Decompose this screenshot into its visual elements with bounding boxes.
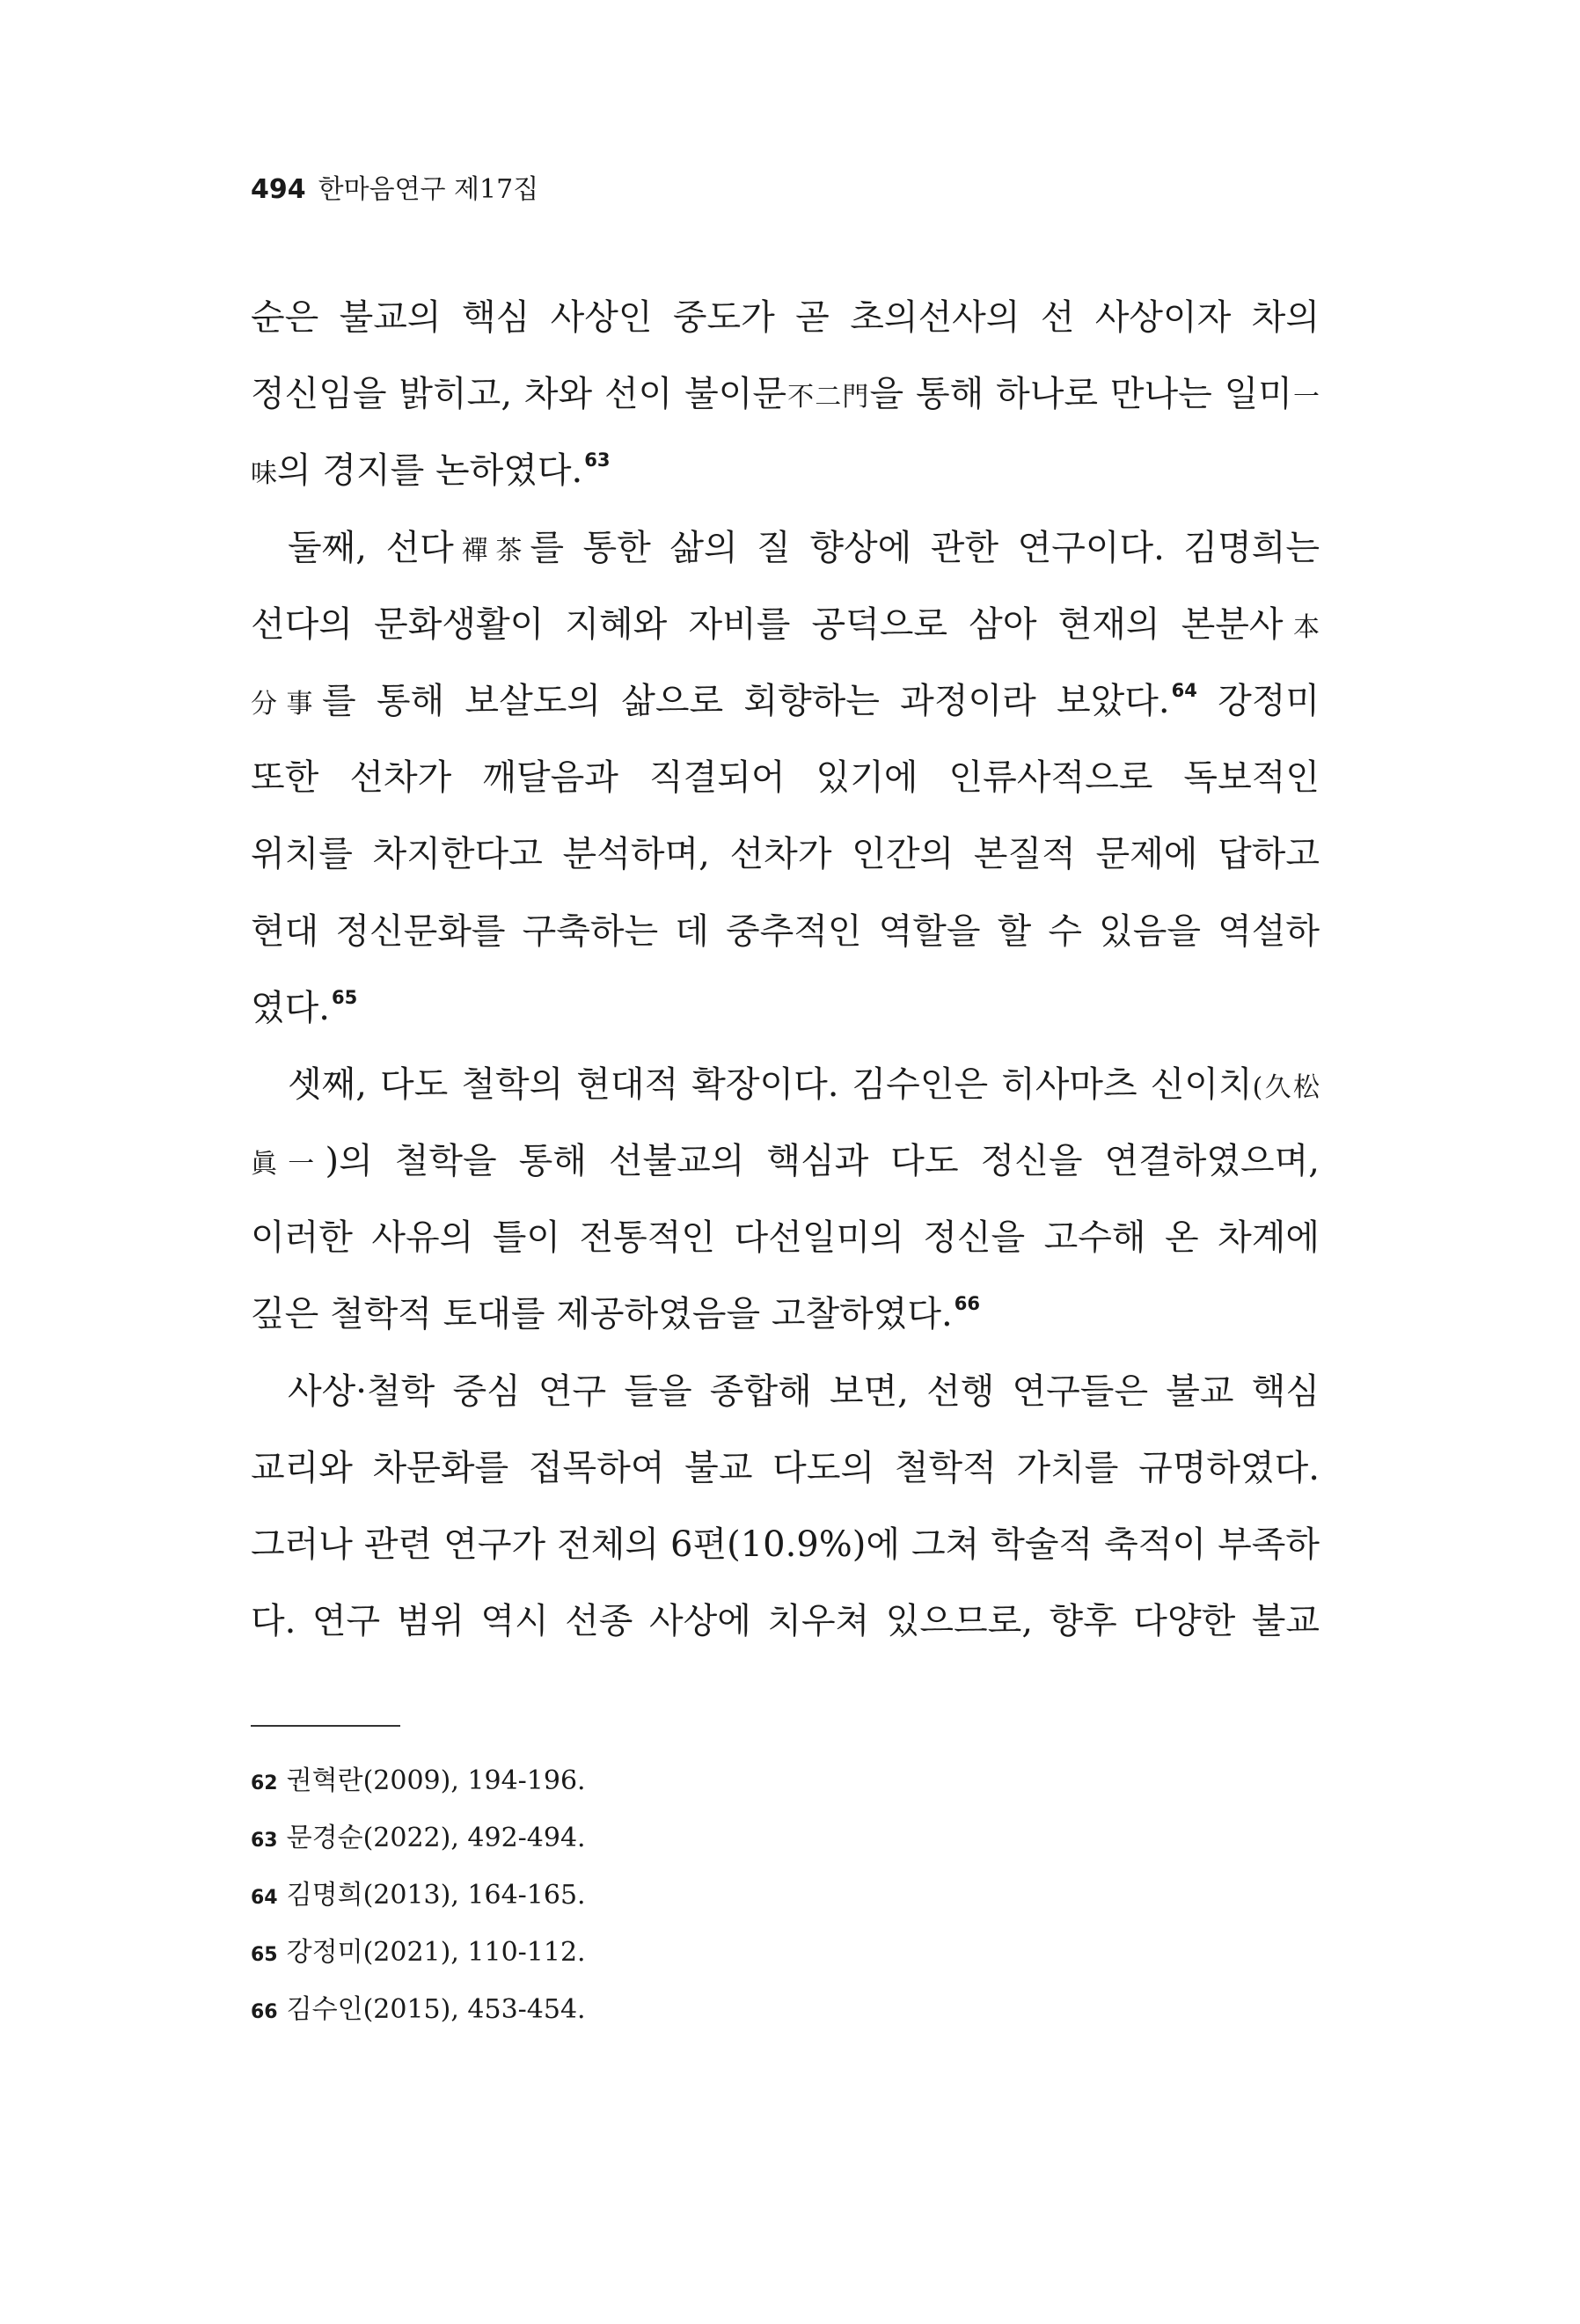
footnote-number: 64 — [251, 1887, 278, 1909]
text-line — [251, 1596, 1320, 1672]
footnote — [251, 1764, 586, 1821]
text-line — [251, 829, 1320, 905]
text-line — [251, 523, 1320, 599]
text-line — [251, 906, 1320, 983]
footnote-number: 66 — [251, 2001, 278, 2023]
text-line — [251, 292, 1320, 369]
text-run: 깊은 철학적 토대를 제공하였음을 고찰하였다. — [251, 1294, 953, 1335]
text-run: 그러나 관련 연구가 전체의 6편(10.9%)에 그쳐 학술적 축적이 부족하 — [251, 1524, 1320, 1565]
text-line — [251, 752, 1320, 829]
hanja-gloss: (久松 — [1252, 1071, 1320, 1103]
hanja-gloss: 一 — [1291, 382, 1320, 413]
footnote-text: 강정미(2021), 110-112. — [286, 1937, 586, 1968]
text-run: 이러한 사유의 틀이 전통적인 다선일미의 정신을 고수해 온 차계에 — [251, 1217, 1320, 1259]
text-run: )의 철학을 통해 선불교의 핵심과 다도 정신을 연결하였으며, — [325, 1141, 1320, 1182]
text-line — [251, 445, 1320, 522]
body-text — [251, 292, 1320, 1672]
text-line — [251, 676, 1320, 752]
page-number: 494 — [251, 174, 306, 205]
text-run: 순은 불교의 핵심 사상인 중도가 곧 초의선사의 선 사상이자 차의 — [251, 297, 1320, 338]
text-run: 강정미 — [1196, 680, 1320, 721]
text-run: 위치를 차지한다고 분석하며, 선차가 인간의 본질적 문제에 답하고 — [251, 834, 1320, 875]
footnote-text: 김수인(2015), 453-454. — [286, 1994, 586, 2025]
hanja-gloss: 禪茶 — [453, 535, 530, 566]
text-run: 을 통해 하나로 만나는 일미 — [869, 374, 1292, 415]
hanja-gloss: 本 — [1283, 611, 1320, 643]
footnote-number: 62 — [251, 1772, 278, 1794]
text-run: 의 경지를 논하였다. — [277, 450, 583, 492]
footnotes — [251, 1764, 586, 2050]
text-run: 또한 선차가 깨달음과 직결되어 있기에 인류사적으로 독보적인 — [251, 757, 1320, 799]
text-line — [251, 1289, 1320, 1365]
footnote-text: 김명희(2013), 164-165. — [286, 1880, 586, 1911]
hanja-gloss: 眞一 — [251, 1149, 326, 1180]
footnote — [251, 1992, 586, 2050]
running-header — [251, 172, 538, 208]
footnote — [251, 1935, 586, 1992]
hanja-gloss: 分事 — [251, 688, 323, 720]
text-line — [251, 983, 1320, 1059]
footnote — [251, 1878, 586, 1935]
text-run: 선다의 문화생활이 지혜와 자비를 공덕으로 삼아 현재의 본분사 — [251, 603, 1284, 645]
text-line — [251, 369, 1320, 445]
footnote-marker: 63 — [584, 449, 611, 471]
text-line — [251, 1059, 1320, 1136]
hanja-gloss: 味 — [251, 458, 277, 490]
text-line — [251, 1443, 1320, 1519]
footnote-marker: 66 — [954, 1293, 980, 1315]
hanja-gloss: 不二門 — [786, 382, 870, 413]
text-run: 둘째, 선다 — [288, 527, 454, 568]
footnote — [251, 1821, 586, 1878]
footnote-marker: 64 — [1171, 679, 1197, 701]
footnote-marker: 65 — [332, 986, 358, 1008]
journal-title: 한마음연구 제17집 — [318, 174, 539, 205]
text-run: 셋째, 다도 철학의 현대적 확장이다. 김수인은 히사마츠 신이치 — [288, 1063, 1253, 1105]
footnote-number: 65 — [251, 1944, 278, 1966]
text-run: 를 통해 보살도의 삶으로 회향하는 과정이라 보았다. — [322, 680, 1170, 721]
footnote-text: 문경순(2022), 492-494. — [286, 1823, 586, 1853]
text-line — [251, 1366, 1320, 1443]
text-line — [251, 1519, 1320, 1596]
text-run: 를 통한 삶의 질 향상에 관한 연구이다. 김명희는 — [530, 527, 1320, 568]
text-line — [251, 1212, 1320, 1289]
footnote-separator — [251, 1725, 400, 1727]
text-run: 교리와 차문화를 접목하여 불교 다도의 철학적 가치를 규명하였다. — [251, 1447, 1320, 1488]
text-run: 정신임을 밝히고, 차와 선이 불이문 — [251, 374, 787, 415]
text-run: 였다. — [251, 987, 330, 1028]
footnote-text: 권혁란(2009), 194-196. — [286, 1765, 586, 1796]
text-run: 다. 연구 범위 역시 선종 사상에 치우쳐 있으므로, 향후 다양한 불교 — [251, 1601, 1320, 1642]
footnote-number: 63 — [251, 1830, 278, 1852]
text-run: 현대 정신문화를 구축하는 데 중추적인 역할을 할 수 있음을 역설하 — [251, 910, 1320, 952]
text-line — [251, 1136, 1320, 1212]
text-run: 사상·철학 중심 연구 들을 종합해 보면, 선행 연구들은 불교 핵심 — [288, 1370, 1320, 1412]
text-line — [251, 599, 1320, 676]
